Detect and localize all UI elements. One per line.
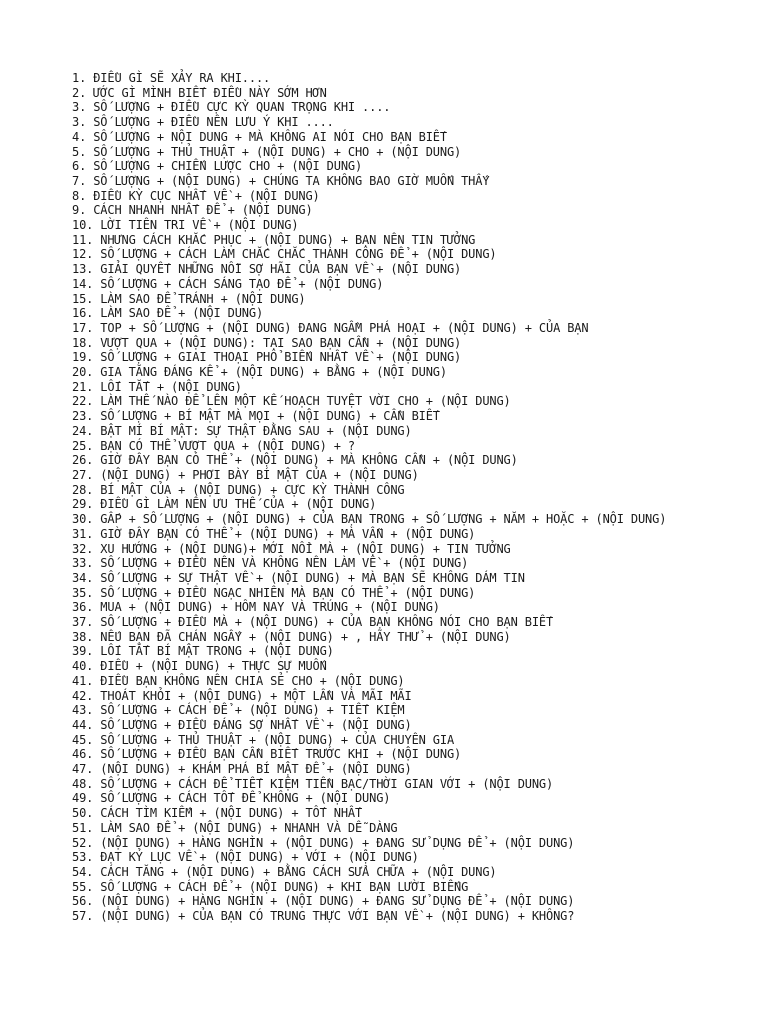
list-item: 47. (NỘI DUNG) + KHÁM PHÁ BÍ MẬT ĐỂ + (NỘI DUNG) — [72, 762, 412, 777]
list-item: 3. SỐ LƯỢNG + ĐIỀU NÊN LƯU Ý KHI .... — [72, 115, 334, 130]
list-item: 17. TOP + SỐ LƯỢNG + (NỘI DUNG) ĐANG NGẦM PHÁ HOẠI + (NỘI DUNG) + CỦA BẠN — [72, 320, 589, 335]
list-item: 27. (NỘI DUNG) + PHƠI BÀY BÍ MẬT CỦA + (NỘI DUNG) — [72, 467, 419, 482]
list-item: 36. MUA + (NỘI DUNG) + HÔM NAY VÀ TRÚNG + (NỘI DUNG) — [72, 600, 440, 615]
list-item: 6. SỐ LƯỢNG + CHIẾN LƯỢC CHO + (NỘI DUNG) — [72, 159, 363, 174]
list-item: 10. LỜI TIÊN TRI VỀ + (NỘI DUNG) — [72, 218, 299, 233]
list-item: 18. VƯỢT QUA + (NỘI DUNG): TẠI SAO BẠN CẦN + (NỘI DUNG) — [72, 335, 462, 350]
list-item: 46. SỐ LƯỢNG + ĐIỀU BẠN CẦN BIẾT TRƯỚC KHI + (NỘI DUNG) — [72, 747, 462, 762]
list-item: 25. BẠN CÓ THỂ VƯỢT QUA + (NỘI DUNG) + ? — [72, 438, 355, 453]
list-item: 41. ĐIỀU BẠN KHÔNG NÊN CHIA SẺ CHO + (NỘI DUNG) — [72, 673, 405, 688]
list-item: 43. SỐ LƯỢNG + CÁCH ĐỂ + (NỘI DUNG) + TIẾT KIỆM — [72, 703, 405, 718]
list-item: 9. CÁCH NHANH NHẤT ĐỂ + (NỘI DUNG) — [72, 203, 313, 218]
list-item: 32. XU HƯỚNG + (NỘI DUNG)+ MỚI NỔI MÀ + (NỘI DUNG) + TIN TƯỞNG — [72, 541, 511, 556]
list-item: 49. SỐ LƯỢNG + CÁCH TỐT ĐỂ KHÔNG + (NỘI DUNG) — [72, 791, 391, 806]
list-item: 54. CÁCH TĂNG + (NỘI DUNG) + BẰNG CÁCH SỬA CHỮA + (NỘI DUNG) — [72, 864, 497, 879]
list-item: 30. GẤP + SỐ LƯỢNG + (NỘI DUNG) + CỦA BẠN TRONG + SỐ LƯỢNG + NĂM + HOẶC + (NỘI DUNG) — [72, 512, 667, 527]
list-item: 31. GIỜ ĐÂY BẠN CÓ THỂ + (NỘI DUNG) + MÀ VẪN + (NỘI DUNG) — [72, 526, 476, 541]
list-item: 56. (NỘI DUNG) + HÀNG NGHÌN + (NỘI DUNG) + ĐANG SỬ DỤNG ĐỂ + (NỘI DUNG) — [72, 894, 575, 909]
list-item: 55. SỐ LƯỢNG + CÁCH ĐỂ + (NỘI DUNG) + KHI BẠN LƯỜI BIẾNG — [72, 879, 469, 894]
list-item: 40. ĐIỀU + (NỘI DUNG) + THỰC SỰ MUỐN — [72, 659, 327, 674]
list-item: 42. THOÁT KHỎI + (NỘI DUNG) + MỘT LẦN VÀ MÃI MÃI — [72, 688, 412, 703]
list-item: 19. SỐ LƯỢNG + GIAI THOẠI PHỔ BIẾN NHẤT VỀ + (NỘI DUNG) — [72, 350, 462, 365]
list-item: 4. SỐ LƯỢNG + NỘI DUNG + MÀ KHÔNG AI NÓI CHO BẠN BIẾT — [72, 129, 447, 144]
list-item: 12. SỐ LƯỢNG + CÁCH LÀM CHẮC CHẮC THÀNH CÔNG ĐỂ + (NỘI DUNG) — [72, 247, 497, 262]
list-item: 2. ƯỚC GÌ MÌNH BIẾT ĐIỀU NÀY SỚM HƠN — [72, 85, 327, 100]
list-item: 34. SỐ LƯỢNG + SỰ THẬT VỀ + (NỘI DUNG) + MÀ BẠN SẼ KHÔNG DÁM TIN — [72, 570, 525, 585]
list-item: 37. SỐ LƯỢNG + ĐIỀU MÀ + (NỘI DUNG) + CỦA BẠN KHÔNG NÓI CHO BẠN BIẾT — [72, 615, 554, 630]
list-item: 51. LÀM SAO ĐỂ + (NỘI DUNG) + NHANH VÀ DỄ DÀNG — [72, 820, 398, 835]
list-item: 1. ĐIỀU GÌ SẼ XẢY RA KHI.... — [72, 71, 271, 85]
list-item: 45. SỐ LƯỢNG + THỦ THUẬT + (NỘI DUNG) + CỦA CHUYÊN GIA — [72, 732, 455, 747]
list-item: 11. NHƯNG CÁCH KHẮC PHỤC + (NỘI DUNG) + BẠN NÊN TIN TƯỞNG — [72, 232, 476, 247]
document-body — [72, 71, 672, 924]
list-item: 21. LỐI TẮT + (NỘI DUNG) — [72, 379, 242, 394]
list-item: 8. ĐIỀU KỲ CỤC NHẤT VỀ + (NỘI DUNG) — [72, 188, 320, 203]
list-item: 33. SỐ LƯỢNG + ĐIỀU NÊN VÀ KHÔNG NÊN LÀM VỀ + (NỘI DUNG) — [72, 556, 469, 571]
list-item: 52. (NỘI DUNG) + HÀNG NGHÌN + (NỘI DUNG) + ĐANG SỬ DỤNG ĐỂ + (NỘI DUNG) — [72, 835, 575, 850]
list-item: 14. SỐ LƯỢNG + CÁCH SÁNG TẠO ĐỂ + (NỘI DUNG) — [72, 276, 384, 291]
list-item: 50. CÁCH TÌM KIẾM + (NỘI DUNG) + TỐT NHẤT — [72, 806, 363, 821]
list-item: 26. GIỜ ĐÂY BẠN CÓ THỂ + (NỘI DUNG) + MÀ KHÔNG CẦN + (NỘI DUNG) — [72, 453, 518, 468]
list-item: 16. LÀM SAO ĐỂ + (NỘI DUNG) — [72, 306, 264, 321]
list-item: 48. SỐ LƯỢNG + CÁCH ĐỂ TIẾT KIỆM TIỀN BẠC/THỜI GIAN VỚI + (NỘI DUNG) — [72, 776, 554, 791]
list-item: 20. GIA TĂNG ĐÁNG KỂ + (NỘI DUNG) + BẰNG + (NỘI DUNG) — [72, 365, 447, 380]
list-item: 22. LÀM THẾ NÀO ĐỂ LÊN MỘT KẾ HOẠCH TUYỆT VỜI CHO + (NỘI DUNG) — [72, 394, 511, 409]
list-item: 28. BÍ MẬT CỦA + (NỘI DUNG) + CỰC KỲ THÀNH CÔNG — [72, 482, 405, 497]
list-item: 5. SỐ LƯỢNG + THỦ THUẬT + (NỘI DUNG) + CHO + (NỘI DUNG) — [72, 144, 462, 159]
list-item: 39. LỐI TẮT BÍ MẬT TRONG + (NỘI DUNG) — [72, 644, 334, 659]
list-item: 35. SỐ LƯỢNG + ĐIỀU NGẠC NHIÊN MÀ BẠN CÓ THỂ + (NỘI DUNG) — [72, 585, 476, 600]
list-item: 44. SỐ LƯỢNG + ĐIỀU ĐÁNG SỢ NHẤT VỀ + (NỘI DUNG) — [72, 717, 412, 732]
list-item: 57. (NỘI DUNG) + CỦA BẠN CÓ TRUNG THỰC VỚI BẠN VỀ + (NỘI DUNG) + KHÔNG? — [72, 909, 575, 924]
list-item: 29. ĐIỀU GÌ LÀM NÊN ƯU THẾ CỦA + (NỘI DUNG) — [72, 497, 377, 512]
list-item: 53. ĐẠT KỶ LỤC VỀ + (NỘI DUNG) + VỚI + (NỘI DUNG) — [72, 850, 419, 865]
list-item: 3. SỐ LƯỢNG + ĐIỀU CỰC KỲ QUAN TRỌNG KHI .... — [72, 100, 391, 115]
list-item: 15. LÀM SAO ĐỂ TRÁNH + (NỘI DUNG) — [72, 291, 306, 306]
list-item: 23. SỐ LƯỢNG + BÍ MẬT MÀ MỌI + (NỘI DUNG) + CẦN BIẾT — [72, 409, 440, 424]
list-item: 7. SỐ LƯỢNG + (NỘI DUNG) + CHÚNG TA KHÔNG BAO GIỜ MUỐN THẤY — [72, 173, 490, 188]
list-item: 38. NẾU BẠN ĐÃ CHÁN NGẤY + (NỘI DUNG) + , HÃY THỬ + (NỘI DUNG) — [72, 629, 511, 644]
list-item: 24. BẬT MÍ BÍ MẬT: SỰ THẬT ĐẰNG SAU + (NỘI DUNG) — [72, 423, 412, 438]
list-item: 13. GIẢI QUYẾT NHỮNG NỖI SỢ HÃI CỦA BẠN VỀ + (NỘI DUNG) — [72, 262, 462, 277]
